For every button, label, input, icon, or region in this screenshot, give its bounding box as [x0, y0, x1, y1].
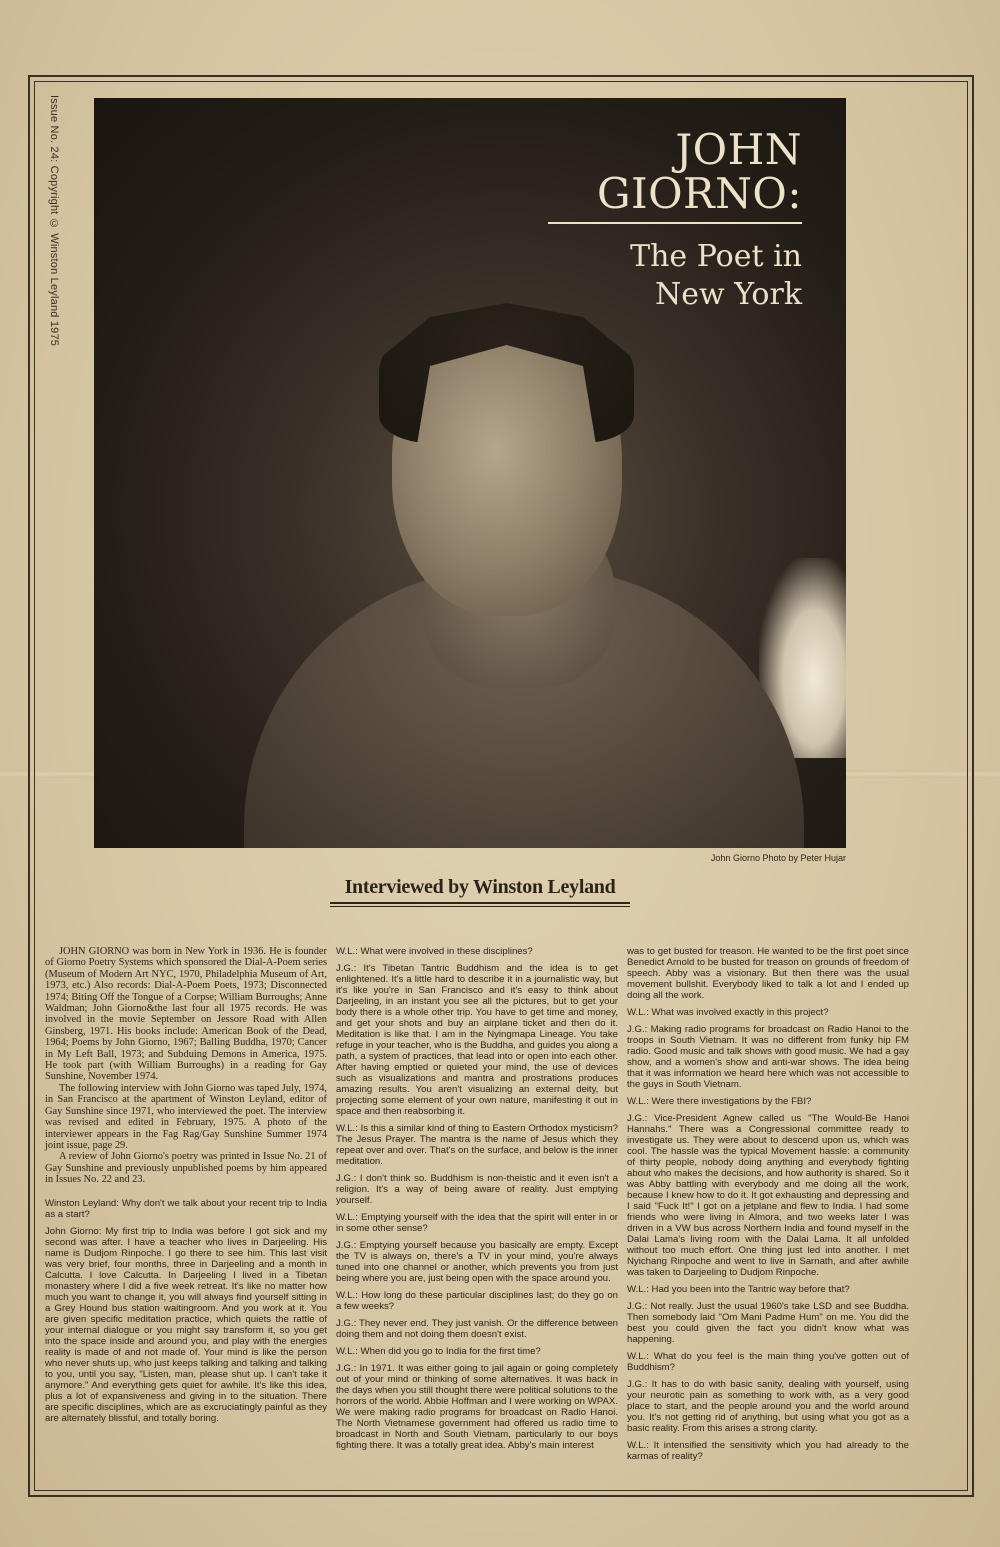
headline-line2: GIORNO: [596, 169, 802, 218]
question: W.L.: Were there investigations by the FBI? [627, 1096, 812, 1107]
byline-rule-thin [330, 906, 630, 907]
question: W.L.: It intensified the sensitivity which you had already to the karmas of reality? [627, 1440, 909, 1462]
byline: Interviewed by Winston Leyland [344, 876, 616, 898]
headline-line1: JOHN [675, 125, 802, 174]
headline-rule [548, 222, 802, 224]
column-3 [627, 946, 909, 1468]
question: W.L.: Had you been into the Tantric way before that? [627, 1284, 850, 1295]
copyright-notice: Issue No. 24: Copyright © Winston Leyland 1975 [48, 95, 60, 347]
column-2 [336, 946, 618, 1457]
question: W.L.: What were involved in these disciplines? [336, 946, 533, 957]
answer: John Giorno: My first trip to India was before I got sick and my second was after. I have a teacher who lives in Darjeeling. His name is Dudjom Rinpoche. I go there to see him. This last visit was very brief, four months, three in Darjeeling and a month in Calcutta. I love Calcutta. In Darjeeling I lived in a Tibetan monastery where I did a five week retreat. It's like no matter how much you want to change it, you will always find yourself sitting in a Grey Hound bus station waitingroom. And you work at it. You are given specific meditation practice, which quiets the rattle of your internal dialogue or you might say transform it, so you get into the space inside and around you, and play with the energies reality is made of and not made of. Your mind is like the person who never shuts up, who just keeps talking and talking and talking to you, until you say, "Listen, man, please shut up. I can't take it anymore." And everything gets quiet for awhile. It's like this idea, plus a lot of expansiveness and giving in to the situation. There are specific disciplines, which are as excruciatingly painful as they are alternately blissful, and totally boring. [45, 1225, 327, 1424]
question: W.L.: How long do these particular disciplines last; do they go on a few weeks? [336, 1290, 618, 1312]
answer: J.G.: They never end. They just vanish. Or the difference between doing them and not doing them doesn't exist. [336, 1318, 618, 1340]
byline-rule-thick [330, 902, 630, 904]
question: Winston Leyland: Why don't we talk about your recent trip to India as a start? [45, 1197, 327, 1220]
headline-block [530, 125, 802, 314]
answer: J.G.: It has to do with basic sanity, dealing with yourself, using your neurotic pain as something to work with, as a very good place to start, and the people around you and the world around you. It's not getting rid of anything, but using what you got as a basic reality. From this arises a strong clarity. [627, 1379, 909, 1434]
answer: J.G.: Making radio programs for broadcast on Radio Hanoi to the troops in South Vietnam. It was no different from funky hip FM radio. Good music and talk shows with good music. We had a gay show, and a women's show and anti-war shows. The idea being that it was information we heard here which was not accessible to the guys in South Vietnam. [627, 1024, 909, 1090]
answer: J.G.: In 1971. It was either going to jail again or going completely out of your mind or thinking of some alternatives. It was back in the days when you still thought there were political solutions to the horrors of the world. Abbie Hoffman and I were working on WPAX. We were making radio programs for broadcast on Radio Hanoi. The North Vietnamese government had offered us radio time to broadcast in North and South Vietnam, particularly to our boys fighting there. It was a totally great idea. Abby's main interest [336, 1363, 618, 1451]
intro-section [45, 946, 327, 1186]
answer: J.G.: It's Tibetan Tantric Buddhism and the idea is to get enlightened. It's a little hard to describe it in a journalistic way, but it's like you're in San Francisco and it's easy to think about Darjeeling, in an instant you see all the pictures, but to get your body there is a whole other trip. You have to get time and money, and get your shots and buy an airplane ticket and then do it. Meditation is like that. I am in the Nyingmapa Lineage. You take refuge in your teacher, who is the Buddha, and guides you along a path, a system of practices, that lead into or open into each other. After having emptied or quieted your mind, the use of devices such as visualizations and mantra and prostrations produces amazing results. You aren't visualizing an external deity, but projecting some element of your own nature, manifesting it out in space and then reabsorbing it. [336, 963, 618, 1117]
question: W.L.: Is this a similar kind of thing to Eastern Orthodox mysticism? The Jesus Prayer. The mantra is the name of Jesus which they repeat over and over. That's on the surface, and below is the inner meditation. [336, 1123, 618, 1167]
question: W.L.: When did you go to India for the first time? [336, 1346, 541, 1357]
photo-caption: John Giorno Photo by Peter Hujar [710, 853, 846, 863]
question: W.L.: Emptying yourself with the idea that the spirit will enter in or in some other sense? [336, 1212, 618, 1234]
question: W.L.: What was involved exactly in this project? [627, 1007, 829, 1018]
column-1 [45, 946, 327, 1430]
answer: J.G.: I don't think so. Buddhism is non-theistic and it even isn't a religion. It's a way of being aware of reality. Just emptying yourself. [336, 1173, 618, 1206]
answer-continued: was to get busted for treason. He wanted to be the first poet since Benedict Arnold to be busted for treason on grounds of freedom of speech. Abby was a visionary. But then there was the usual movement bullshit. Everybody liked to talk a lot and I ended up doing all the work. [627, 946, 909, 1001]
answer: J.G.: Emptying yourself because you basically are empty. Except the TV is always on, there's a TV in your mind, you're always tuned into one channel or another, which prevents you from just being where you are, just being open with the space around you. [336, 1240, 618, 1284]
intro-paragraph-2: The following interview with John Giorno was taped July, 1974, in San Francisco at the apartment of Winston Leyland, editor of Gay Sunshine since 1971, who interviewed the poet. The interview was revised and edited in February, 1975. A photo of the interviewer appears in the Fag Rag/Gay Sunshine Summer 1974 joint issue, page 29. [45, 1082, 327, 1151]
answer: J.G.: Not really. Just the usual 1960's take LSD and see Buddha. Then somebody laid "Om Mani Padme Hum" on me. You did the best you could given the fact you didn't know what was happening. [627, 1301, 909, 1345]
subheadline-line1: The Poet in [630, 239, 802, 274]
intro-paragraph-1: JOHN GIORNO was born in New York in 1936. He is founder of Giorno Poetry Systems which sponsored the Dial-A-Poem series (Museum of Modern Art NYC, 1970, Philadelphia Museum of Art, 1973, etc.) Also records: Dial-A-Poem Poets, 1973; Disconnected 1974; Biting Off the Tongue of a Corpse; William Burroughs; Anne Waldman; John Giorno&the last four all 1975 records. He was involved in the movie September on Jessore Road with Allen Ginsberg, 1971. His books include: American Book of the Dead, 1964; Poems by John Giorno, 1967; Balling Buddha, 1970; Cancer in My Left Ball, 1973; and Subduing Demons in America, 1975. He took part (with William Burroughs) in a reading for Gay Sunshine, November 1974. [45, 946, 327, 1083]
intro-paragraph-3: A review of John Giorno's poetry was printed in Issue No. 21 of Gay Sunshine and previously unpublished poems by him appeared in Issues No. 22 and 23. [45, 1151, 327, 1186]
subheadline-line2: New York [655, 277, 802, 312]
question: W.L.: What do you feel is the main thing you've gotten out of Buddhism? [627, 1351, 909, 1373]
byline-block [330, 874, 630, 908]
answer: J.G.: Vice-President Agnew called us "The Would-Be Hanoi Hannahs." There was a Congressional committee ready to investigate us. They were about to descend upon us, which was cool. The hassle was the typical Movement hassle: a community of thirty people, nobody doing anything and everybody fighting about who makes the decisions, and how authority is shared. So it was Abby battling with everybody and me doing all the work, because I knew how to do it. It got exhausting and depressing and I said "Fuck It!" I got on a jetplane and flew to India. I had some friends who were living in Almora, and two weeks later I was driven in a VW bus across Northern India and found myself in the Dalai Lama's living room with the Dalai Lama. It all unfolded without too much effort. One thing just led into another. I met Nyichang Rinpoche and went to live in Sarnath, and after awhile was taken to Darjeeling to Dudjom Rinpoche. [627, 1113, 909, 1278]
